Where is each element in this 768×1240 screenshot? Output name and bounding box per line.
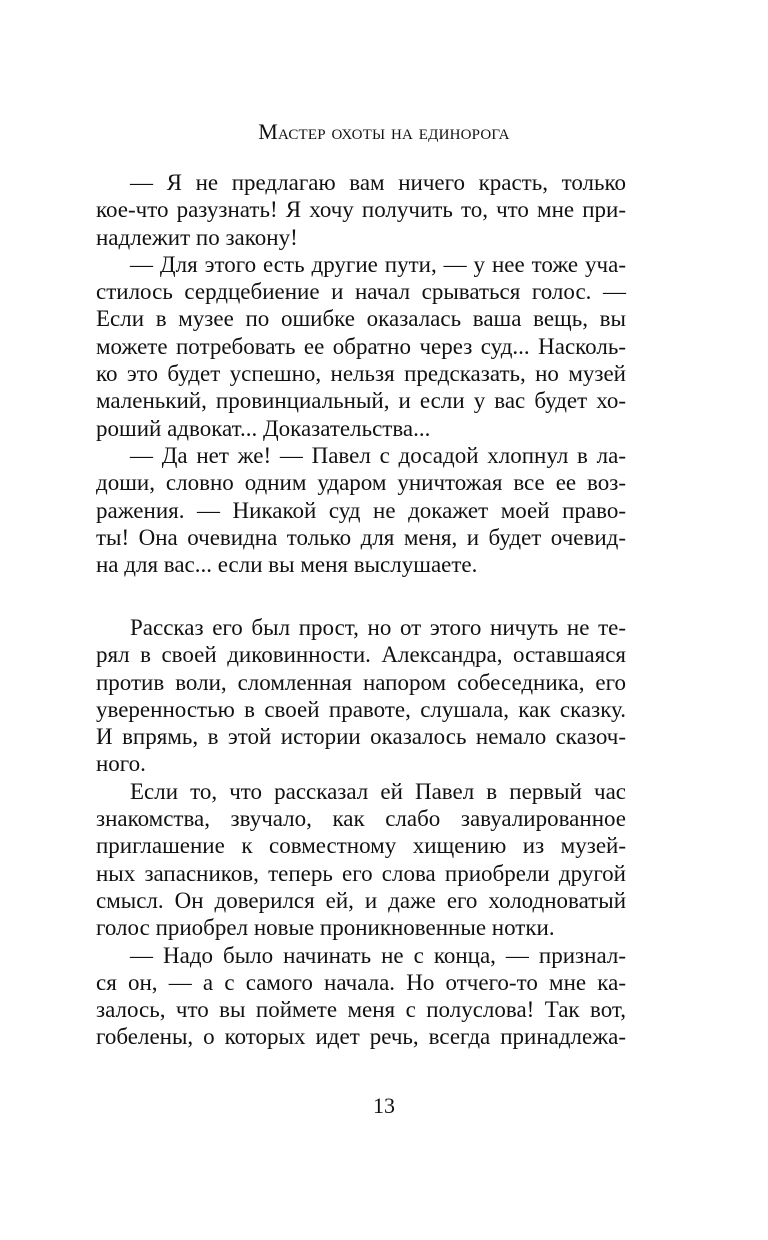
text-line: ражения. — Никакой суд не докажет моей право- <box>96 497 626 523</box>
text-line: уверенностью в своей правоте, слушала, как сказку. <box>96 696 626 722</box>
text-line: стилось сердцебиение и начал срываться голос. — <box>96 279 626 305</box>
text-line: доши, словно одним ударом уничтожая все ее воз- <box>96 470 626 496</box>
text-line: — Для этого есть другие пути, — у нее тоже уча- <box>130 251 626 277</box>
text-line: ся он, — а с самого начала. Но отчего-то мне ка- <box>96 969 626 995</box>
text-line: маленький, провинциальный, и если у вас будет хо- <box>96 388 626 414</box>
text-line: рял в своей диковинности. Александра, оставшаяся <box>96 642 626 668</box>
text-line: ты! Она очевидна только для меня, и будет очевид- <box>96 524 626 550</box>
text-line: Рассказ его был прост, но от этого ничуть не те- <box>130 615 626 640</box>
text-line: ко это будет успешно, нельзя предсказать, но музей <box>96 361 626 387</box>
text-block-1 <box>96 169 626 578</box>
text-line: — Я не предлагаю вам ничего красть, только <box>130 170 626 195</box>
text-line: — Да нет же! — Павел с досадой хлопнул в ла- <box>130 442 626 468</box>
running-title: Мастер охоты на единорога <box>258 119 510 144</box>
text-line: Если то, что рассказал ей Павел в первый час <box>130 778 626 804</box>
text-block-2 <box>96 614 626 1051</box>
text-line: голос приобрел новые проникновенные нотки. <box>96 915 555 941</box>
text-line: надлежит по закону! <box>96 224 298 250</box>
text-line: знакомства, звучало, как слабо завуалированное <box>96 806 626 832</box>
text-line: приглашение к совместному хищению из музей- <box>96 833 626 859</box>
text-line: кое-что разузнать! Я хочу получить то, что мне при- <box>96 197 626 223</box>
text-line: против воли, сломленная напором собеседника, его <box>96 669 626 695</box>
page-number: 13 <box>373 1093 395 1118</box>
text-line: ных запасников, теперь его слова приобрели другой <box>96 860 626 886</box>
text-line: смысл. Он доверился ей, и даже его холодноватый <box>96 887 626 913</box>
text-line: гобелены, о которых идет речь, всегда принадлежа- <box>96 1024 626 1050</box>
text-line: залось, что вы поймете меня с полуслова! Так вот, <box>96 997 626 1023</box>
text-line: можете потребовать ее обратно через суд... Насколь- <box>96 333 626 359</box>
text-line: И впрямь, в этой истории оказалось немало сказоч- <box>96 724 626 750</box>
text-line: Если в музее по ошибке оказалась ваша вещь, вы <box>96 306 626 332</box>
text-line: ного. <box>96 751 146 777</box>
text-line: роший адвокат... Доказательства... <box>96 415 431 441</box>
text-line: на для вас... если вы меня выслушаете. <box>96 552 478 578</box>
text-line: — Надо было начинать не с конца, — признал- <box>130 942 626 968</box>
